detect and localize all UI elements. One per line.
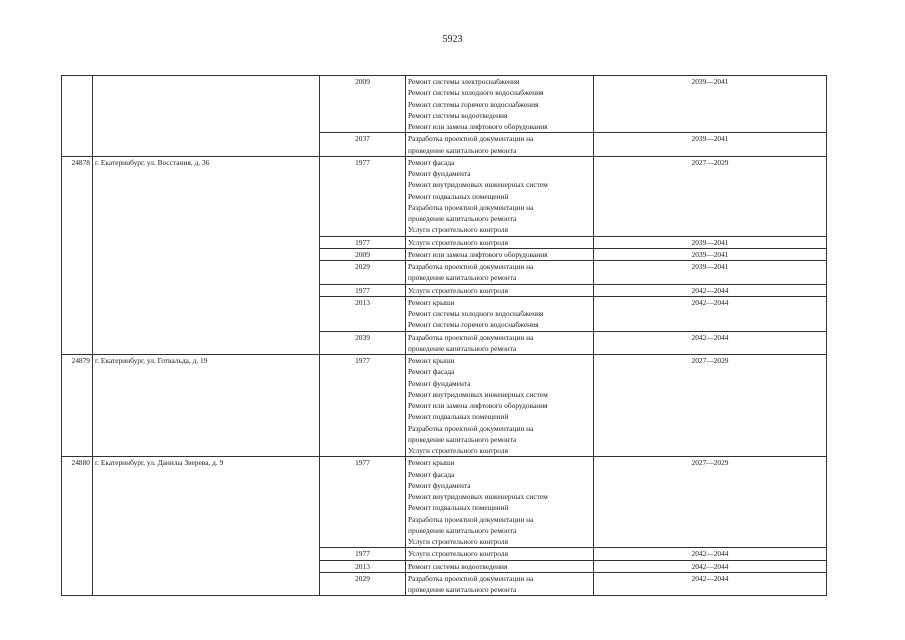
year-cell: 2039 (320, 331, 406, 355)
work-item: проведение капитального ремонта (408, 145, 517, 155)
works-cell (406, 133, 594, 157)
work-item: Ремонт подвальных помещений (408, 412, 509, 422)
period-cell: 2042—2044 (594, 572, 827, 596)
work-item: проведение капитального ремонта (408, 273, 517, 283)
work-item: Ремонт системы электроснабжения (408, 77, 520, 86)
work-item: Ремонт крыши (408, 458, 455, 468)
work-item: Услуги строительного контроля (408, 225, 508, 235)
building-address: г. Екатеринбург, ул. Данилы Зверева, д. 9 (93, 457, 320, 596)
work-item: проведение капитального ремонта (408, 214, 517, 223)
period-cell: 2039—2041 (594, 133, 827, 157)
work-item: проведение капитального ремонта (408, 525, 517, 535)
period-cell: 2039—2041 (594, 248, 827, 260)
period-cell: 2027—2029 (594, 156, 827, 236)
work-item: Ремонт или замена лифтового оборудования (408, 249, 548, 259)
work-item: Ремонт крыши (408, 356, 455, 365)
year-cell: 1977 (320, 156, 406, 236)
work-item: Разработка проектной документации на (408, 514, 534, 524)
year-cell: 2029 (320, 261, 406, 285)
work-item: Ремонт подвальных помещений (408, 191, 509, 201)
building-id (62, 76, 93, 157)
period-cell: 2039—2041 (594, 261, 827, 285)
year-cell: 1977 (320, 457, 406, 548)
building-id: 24878 (62, 156, 93, 354)
building-address: г. Екатеринбург, ул. Восстания, д. 36 (93, 156, 320, 354)
table-row (62, 355, 827, 457)
period-cell: 2027—2029 (594, 355, 827, 457)
work-item: Разработка проектной документации на (408, 262, 534, 271)
period-cell: 2027—2029 (594, 457, 827, 548)
work-item: Ремонт фасада (408, 469, 455, 479)
repair-schedule-body (62, 76, 827, 596)
building-address (93, 76, 320, 157)
work-item: Ремонт фундамента (408, 169, 471, 178)
period-cell: 2039—2041 (594, 236, 827, 248)
work-item: Услуги строительного контроля (408, 549, 508, 559)
work-item: Ремонт или замена лифтового оборудования (408, 401, 548, 410)
table-row (62, 76, 827, 133)
works-cell (406, 284, 594, 296)
building-id: 24879 (62, 355, 93, 457)
work-item: Ремонт внутридомовых инженерных систем (408, 389, 548, 399)
work-item: Услуги строительного контроля (408, 537, 508, 546)
year-cell: 1977 (320, 355, 406, 457)
period-cell: 2042—2044 (594, 284, 827, 296)
work-item: Ремонт внутридомовых инженерных систем (408, 492, 548, 501)
works-cell (406, 331, 594, 355)
work-item: Услуги строительного контроля (408, 237, 508, 247)
work-item: Ремонт системы холодного водоснабжения (408, 88, 544, 98)
building-id: 24880 (62, 457, 93, 596)
works-cell (406, 296, 594, 331)
works-cell (406, 355, 594, 457)
work-item: Услуги строительного контроля (408, 446, 508, 455)
work-item: проведение капитального ремонта (408, 434, 517, 444)
year-cell: 2029 (320, 572, 406, 596)
works-cell (406, 248, 594, 260)
work-item: Разработка проектной документации на (408, 202, 534, 212)
building-address: г. Екатеринбург, ул. Готвальда, д. 19 (93, 355, 320, 457)
work-item: Ремонт системы водоотведения (408, 110, 508, 120)
year-cell: 1977 (320, 548, 406, 560)
work-item: Ремонт системы холодного водоснабжения (408, 309, 544, 318)
work-item: Ремонт внутридомовых инженерных систем (408, 180, 548, 190)
repair-schedule-table (61, 75, 827, 596)
work-item: Ремонт фундамента (408, 378, 471, 388)
period-cell: 2042—2044 (594, 560, 827, 572)
work-item: Ремонт крыши (408, 297, 455, 307)
work-item: проведение капитального ремонта (408, 585, 517, 594)
year-cell: 1977 (320, 284, 406, 296)
year-cell: 2037 (320, 133, 406, 157)
period-cell: 2042—2044 (594, 296, 827, 331)
works-cell (406, 236, 594, 248)
work-item: Ремонт фундамента (408, 480, 471, 490)
work-item: Ремонт системы горячего водоснабжения (408, 320, 539, 330)
works-cell (406, 76, 594, 133)
work-item: Разработка проектной документации на (408, 134, 534, 144)
work-item: Ремонт или замена лифтового оборудования (408, 122, 548, 131)
period-cell: 2042—2044 (594, 331, 827, 355)
year-cell: 2009 (320, 248, 406, 260)
work-item: Разработка проектной документации на (408, 332, 534, 342)
works-cell (406, 261, 594, 285)
work-item: Ремонт фасада (408, 157, 455, 167)
work-item: Услуги строительного контроля (408, 285, 508, 295)
work-item: Разработка проектной документации на (408, 573, 534, 583)
works-cell (406, 548, 594, 560)
period-cell: 2042—2044 (594, 548, 827, 560)
works-cell (406, 156, 594, 236)
works-cell (406, 457, 594, 548)
work-item: Ремонт системы горячего водоснабжения (408, 99, 539, 109)
table-row (62, 156, 827, 236)
year-cell: 2013 (320, 560, 406, 572)
period-cell: 2039—2041 (594, 76, 827, 133)
year-cell: 2013 (320, 296, 406, 331)
year-cell: 1977 (320, 236, 406, 248)
works-cell (406, 560, 594, 572)
page-number: 5923 (442, 34, 463, 45)
table-row (62, 457, 827, 548)
work-item: Ремонт фасада (408, 367, 455, 377)
work-item: Ремонт системы водоотведения (408, 561, 508, 571)
work-item: Ремонт подвальных помещений (408, 503, 509, 513)
year-cell: 2009 (320, 76, 406, 133)
work-item: Разработка проектной документации на (408, 423, 534, 433)
works-cell (406, 572, 594, 596)
work-item: проведение капитального ремонта (408, 343, 517, 353)
